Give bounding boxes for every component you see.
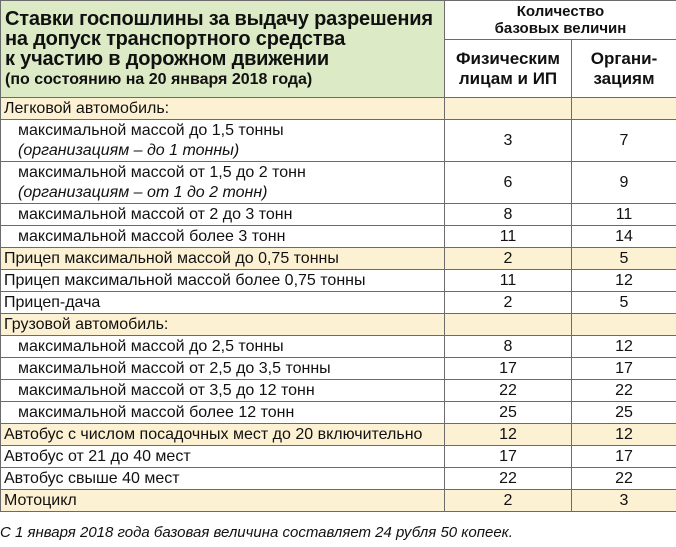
row-note: (организациям – от 1 до 2 тонн): [18, 183, 268, 201]
value-organizations: 25: [572, 402, 676, 424]
value-organizations: 22: [572, 468, 676, 490]
value-organizations: [572, 98, 676, 120]
group-header-line-2: базовых величин: [494, 20, 627, 37]
value-individuals: 6: [445, 162, 572, 204]
row-label: максимальной массой до 2,5 тонны: [1, 336, 445, 358]
value-individuals: 25: [445, 402, 572, 424]
row-label: [1, 162, 445, 204]
table-row: [1, 204, 676, 226]
row-label: максимальной массой более 3 тонн: [1, 226, 445, 248]
value-individuals: 22: [445, 380, 572, 402]
row-label-text: максимальной массой от 1,5 до 2 тонн: [18, 163, 306, 181]
table-row: [1, 226, 676, 248]
row-label: Мотоцикл: [1, 490, 445, 512]
row-label: Прицеп максимальной массой более 0,75 тонны: [1, 270, 445, 292]
col-header-individuals: [445, 40, 572, 98]
value-individuals: 17: [445, 358, 572, 380]
table-row: [1, 270, 676, 292]
value-organizations: 12: [572, 424, 676, 446]
table-row: [1, 424, 676, 446]
value-organizations: 22: [572, 380, 676, 402]
row-note: (организациям – до 1 тонны): [18, 141, 240, 159]
col-header-organizations: [572, 40, 676, 98]
table-row: [1, 446, 676, 468]
value-individuals: 11: [445, 226, 572, 248]
value-individuals: 22: [445, 468, 572, 490]
value-individuals: 3: [445, 120, 572, 162]
row-label: Автобус свыше 40 мест: [1, 468, 445, 490]
value-organizations: 17: [572, 358, 676, 380]
table-title: [1, 1, 445, 98]
row-label: максимальной массой от 2,5 до 3,5 тонны: [1, 358, 445, 380]
value-organizations: 7: [572, 120, 676, 162]
value-organizations: 11: [572, 204, 676, 226]
title-line-1: Ставки госпошлины за выдачу разрешения: [5, 7, 433, 30]
table-row: [1, 162, 676, 204]
value-organizations: 5: [572, 248, 676, 270]
value-individuals: 2: [445, 292, 572, 314]
table-row: [1, 490, 676, 512]
group-header: [445, 1, 676, 40]
row-label: максимальной массой от 2 до 3 тонн: [1, 204, 445, 226]
value-organizations: 3: [572, 490, 676, 512]
table-row: [1, 358, 676, 380]
col-orgs-line-2: зациям: [593, 68, 655, 88]
table-row: [1, 336, 676, 358]
row-label-text: максимальной массой до 1,5 тонны: [18, 121, 284, 139]
value-individuals: 2: [445, 490, 572, 512]
value-individuals: 8: [445, 336, 572, 358]
row-label: Автобус с числом посадочных мест до 20 включительно: [1, 424, 445, 446]
value-individuals: [445, 314, 572, 336]
row-label: Прицеп-дача: [1, 292, 445, 314]
table-row: [1, 380, 676, 402]
table-row: [1, 120, 676, 162]
row-label: Автобус от 21 до 40 мест: [1, 446, 445, 468]
row-label: Прицеп максимальной массой до 0,75 тонны: [1, 248, 445, 270]
value-individuals: 11: [445, 270, 572, 292]
table-row: [1, 292, 676, 314]
value-individuals: 17: [445, 446, 572, 468]
col-individuals-line-1: Физическим: [456, 48, 560, 68]
group-header-line-1: Количество: [516, 3, 605, 20]
value-organizations: 5: [572, 292, 676, 314]
value-organizations: 12: [572, 336, 676, 358]
col-orgs-line-1: Органи-: [590, 48, 658, 68]
title-date: (по состоянию на 20 января 2018 года): [5, 70, 313, 88]
value-organizations: 14: [572, 226, 676, 248]
value-organizations: [572, 314, 676, 336]
row-label: максимальной массой более 12 тонн: [1, 402, 445, 424]
table-row: [1, 248, 676, 270]
footnote: С 1 января 2018 года базовая величина составляет 24 рубля 50 копеек.: [0, 524, 513, 541]
row-label: максимальной массой от 3,5 до 12 тонн: [1, 380, 445, 402]
value-individuals: 8: [445, 204, 572, 226]
title-line-2: на допуск транспортного средства: [5, 27, 346, 50]
row-label: Легковой автомобиль:: [1, 98, 445, 120]
table-row: [1, 314, 676, 336]
col-individuals-line-2: лицам и ИП: [458, 68, 558, 88]
table-row: [1, 402, 676, 424]
row-label: Грузовой автомобиль:: [1, 314, 445, 336]
row-label: [1, 120, 445, 162]
table-row: [1, 468, 676, 490]
table-row: [1, 98, 676, 120]
value-organizations: 12: [572, 270, 676, 292]
value-individuals: 12: [445, 424, 572, 446]
value-organizations: 9: [572, 162, 676, 204]
value-organizations: 17: [572, 446, 676, 468]
title-line-3: к участию в дорожном движении: [5, 47, 329, 70]
value-individuals: 2: [445, 248, 572, 270]
value-individuals: [445, 98, 572, 120]
